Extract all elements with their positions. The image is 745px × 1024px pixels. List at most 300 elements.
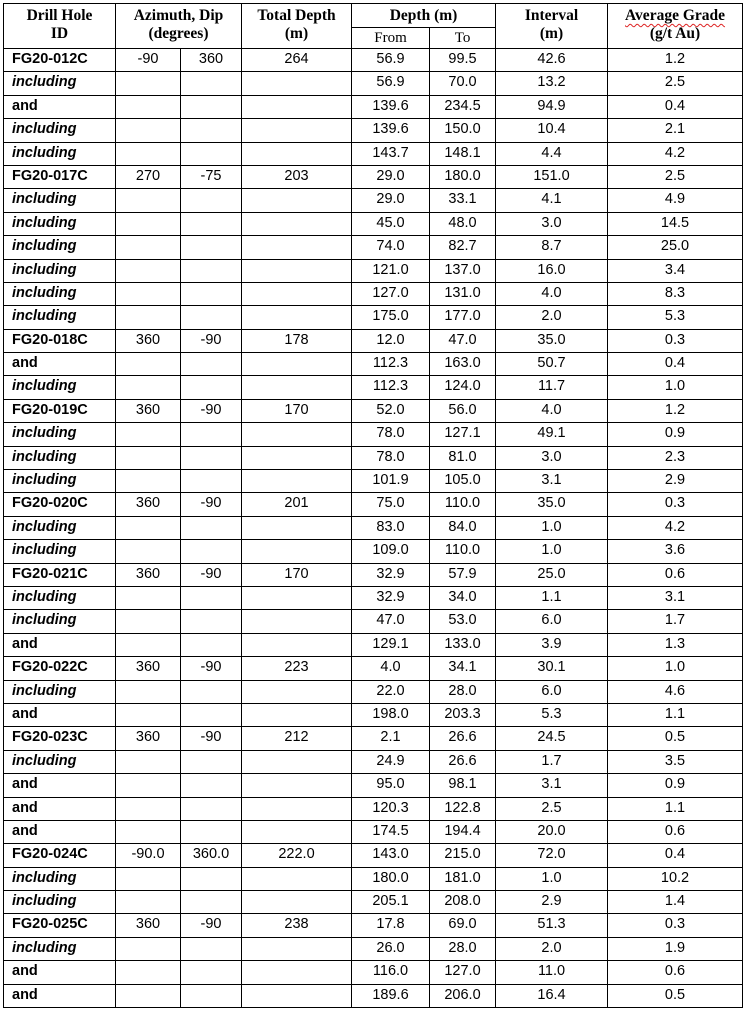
table-row [4, 282, 743, 305]
cell-depth-to: 180.0 [430, 165, 496, 188]
table-row [4, 703, 743, 726]
cell-interval: 2.9 [496, 891, 608, 914]
cell-depth-to: 127.1 [430, 423, 496, 446]
cell-interval: 11.0 [496, 961, 608, 984]
table-row [4, 984, 743, 1007]
cell-azimuth [116, 984, 181, 1007]
cell-total-depth [242, 937, 352, 960]
cell-depth-to: 56.0 [430, 399, 496, 422]
cell-dip [181, 891, 242, 914]
cell-interval-qualifier: and [4, 984, 116, 1007]
cell-azimuth [116, 353, 181, 376]
cell-depth-to: 203.3 [430, 703, 496, 726]
cell-drill-hole-id: FG20-021C [4, 563, 116, 586]
cell-interval: 10.4 [496, 119, 608, 142]
cell-depth-to: 163.0 [430, 353, 496, 376]
cell-depth-from: 112.3 [352, 353, 430, 376]
table-row [4, 329, 743, 352]
table-body [4, 49, 743, 1008]
cell-interval-qualifier: and [4, 703, 116, 726]
cell-depth-to: 234.5 [430, 95, 496, 118]
cell-depth-to: 81.0 [430, 446, 496, 469]
cell-depth-to: 26.6 [430, 750, 496, 773]
cell-interval-qualifier: including [4, 586, 116, 609]
cell-interval: 42.6 [496, 49, 608, 72]
cell-dip: -90 [181, 493, 242, 516]
cell-dip [181, 703, 242, 726]
cell-average-grade: 3.4 [608, 259, 743, 282]
cell-azimuth [116, 282, 181, 305]
header-depth-from: From [352, 28, 430, 49]
table-row [4, 399, 743, 422]
cell-dip: -90 [181, 727, 242, 750]
cell-azimuth [116, 633, 181, 656]
cell-interval-qualifier: including [4, 423, 116, 446]
cell-average-grade: 2.9 [608, 470, 743, 493]
cell-drill-hole-id: FG20-018C [4, 329, 116, 352]
cell-average-grade: 0.4 [608, 95, 743, 118]
cell-interval: 16.4 [496, 984, 608, 1007]
cell-interval-qualifier: including [4, 891, 116, 914]
cell-interval-qualifier: including [4, 212, 116, 235]
cell-interval-qualifier: and [4, 633, 116, 656]
cell-depth-to: 122.8 [430, 797, 496, 820]
cell-total-depth [242, 446, 352, 469]
cell-dip [181, 984, 242, 1007]
cell-azimuth [116, 610, 181, 633]
cell-azimuth [116, 820, 181, 843]
cell-average-grade: 4.9 [608, 189, 743, 212]
cell-drill-hole-id: FG20-019C [4, 399, 116, 422]
table-row [4, 259, 743, 282]
cell-depth-from: 29.0 [352, 165, 430, 188]
cell-interval-qualifier: including [4, 680, 116, 703]
cell-dip [181, 774, 242, 797]
cell-depth-to: 28.0 [430, 937, 496, 960]
cell-azimuth: 360 [116, 727, 181, 750]
cell-depth-from: 189.6 [352, 984, 430, 1007]
table-row [4, 119, 743, 142]
header-azimuth-dip-line1: Azimuth, Dip [133, 7, 224, 24]
cell-dip [181, 142, 242, 165]
cell-depth-to: 110.0 [430, 540, 496, 563]
cell-depth-from: 75.0 [352, 493, 430, 516]
header-interval [496, 4, 608, 49]
cell-azimuth [116, 189, 181, 212]
cell-depth-to: 194.4 [430, 820, 496, 843]
cell-total-depth: 201 [242, 493, 352, 516]
table-row [4, 680, 743, 703]
cell-depth-from: 83.0 [352, 516, 430, 539]
cell-interval: 51.3 [496, 914, 608, 937]
cell-azimuth: 360 [116, 329, 181, 352]
cell-interval: 72.0 [496, 844, 608, 867]
cell-dip [181, 633, 242, 656]
cell-interval-qualifier: including [4, 259, 116, 282]
cell-interval: 49.1 [496, 423, 608, 446]
cell-interval: 24.5 [496, 727, 608, 750]
cell-drill-hole-id: FG20-024C [4, 844, 116, 867]
cell-average-grade: 0.6 [608, 820, 743, 843]
cell-total-depth [242, 470, 352, 493]
cell-interval-qualifier: including [4, 610, 116, 633]
cell-depth-from: 2.1 [352, 727, 430, 750]
cell-depth-from: 12.0 [352, 329, 430, 352]
cell-average-grade: 0.4 [608, 353, 743, 376]
cell-azimuth [116, 586, 181, 609]
cell-dip [181, 750, 242, 773]
table-row [4, 797, 743, 820]
cell-average-grade: 1.0 [608, 657, 743, 680]
cell-depth-to: 47.0 [430, 329, 496, 352]
cell-dip [181, 95, 242, 118]
cell-average-grade: 3.6 [608, 540, 743, 563]
cell-depth-from: 52.0 [352, 399, 430, 422]
cell-interval: 30.1 [496, 657, 608, 680]
cell-dip [181, 212, 242, 235]
cell-interval: 1.1 [496, 586, 608, 609]
cell-average-grade: 2.3 [608, 446, 743, 469]
cell-depth-from: 205.1 [352, 891, 430, 914]
cell-total-depth [242, 423, 352, 446]
table-row [4, 189, 743, 212]
cell-drill-hole-id: FG20-020C [4, 493, 116, 516]
header-total-depth-line1: Total Depth [257, 7, 336, 24]
cell-azimuth [116, 446, 181, 469]
cell-azimuth [116, 680, 181, 703]
cell-interval: 2.0 [496, 306, 608, 329]
cell-azimuth [116, 961, 181, 984]
cell-dip [181, 961, 242, 984]
cell-interval-qualifier: including [4, 867, 116, 890]
cell-dip [181, 470, 242, 493]
cell-azimuth [116, 306, 181, 329]
table-row [4, 610, 743, 633]
cell-depth-to: 181.0 [430, 867, 496, 890]
cell-interval: 4.1 [496, 189, 608, 212]
cell-average-grade: 0.6 [608, 563, 743, 586]
cell-interval: 20.0 [496, 820, 608, 843]
cell-depth-to: 127.0 [430, 961, 496, 984]
cell-depth-to: 70.0 [430, 72, 496, 95]
cell-dip: -90 [181, 563, 242, 586]
cell-average-grade: 25.0 [608, 236, 743, 259]
cell-dip: -90 [181, 399, 242, 422]
table-row [4, 446, 743, 469]
cell-interval-qualifier: and [4, 774, 116, 797]
cell-azimuth [116, 119, 181, 142]
table-row [4, 516, 743, 539]
cell-average-grade: 5.3 [608, 306, 743, 329]
cell-interval-qualifier: including [4, 119, 116, 142]
cell-dip [181, 610, 242, 633]
cell-depth-from: 32.9 [352, 586, 430, 609]
cell-total-depth [242, 142, 352, 165]
cell-interval-qualifier: and [4, 961, 116, 984]
cell-interval: 5.3 [496, 703, 608, 726]
cell-interval: 35.0 [496, 493, 608, 516]
table-row [4, 891, 743, 914]
table-header [4, 4, 743, 49]
table-row [4, 212, 743, 235]
cell-depth-from: 180.0 [352, 867, 430, 890]
cell-interval-qualifier: including [4, 540, 116, 563]
cell-depth-to: 57.9 [430, 563, 496, 586]
cell-depth-from: 175.0 [352, 306, 430, 329]
header-interval-line2: (m) [539, 25, 564, 42]
cell-azimuth: -90 [116, 49, 181, 72]
table-row [4, 657, 743, 680]
cell-average-grade: 4.6 [608, 680, 743, 703]
cell-depth-to: 133.0 [430, 633, 496, 656]
cell-total-depth [242, 867, 352, 890]
cell-average-grade: 1.4 [608, 891, 743, 914]
header-drill-hole-id-line1: Drill Hole [26, 7, 93, 24]
cell-interval-qualifier: and [4, 353, 116, 376]
table-row [4, 750, 743, 773]
cell-azimuth [116, 95, 181, 118]
table-row [4, 914, 743, 937]
cell-total-depth [242, 703, 352, 726]
cell-interval-qualifier: including [4, 516, 116, 539]
cell-dip: -90 [181, 329, 242, 352]
cell-azimuth: 360 [116, 914, 181, 937]
cell-interval-qualifier: and [4, 797, 116, 820]
cell-dip [181, 540, 242, 563]
cell-dip: 360.0 [181, 844, 242, 867]
cell-interval-qualifier: including [4, 376, 116, 399]
cell-dip: -90 [181, 914, 242, 937]
cell-depth-from: 101.9 [352, 470, 430, 493]
cell-depth-from: 121.0 [352, 259, 430, 282]
cell-total-depth [242, 540, 352, 563]
cell-total-depth: 264 [242, 49, 352, 72]
cell-total-depth [242, 961, 352, 984]
cell-dip [181, 189, 242, 212]
cell-azimuth [116, 703, 181, 726]
cell-average-grade: 3.5 [608, 750, 743, 773]
cell-azimuth [116, 540, 181, 563]
cell-total-depth: 212 [242, 727, 352, 750]
cell-total-depth: 170 [242, 563, 352, 586]
header-drill-hole-id-line2: ID [50, 25, 69, 42]
cell-depth-to: 69.0 [430, 914, 496, 937]
cell-dip [181, 867, 242, 890]
drill-results-document [3, 3, 742, 1008]
cell-depth-from: 139.6 [352, 119, 430, 142]
cell-dip [181, 516, 242, 539]
cell-average-grade: 0.3 [608, 914, 743, 937]
cell-interval: 151.0 [496, 165, 608, 188]
cell-average-grade: 0.9 [608, 423, 743, 446]
cell-dip [181, 937, 242, 960]
cell-total-depth [242, 189, 352, 212]
cell-interval: 1.0 [496, 540, 608, 563]
cell-dip [181, 376, 242, 399]
cell-depth-from: 120.3 [352, 797, 430, 820]
cell-depth-from: 95.0 [352, 774, 430, 797]
cell-depth-to: 84.0 [430, 516, 496, 539]
cell-depth-from: 24.9 [352, 750, 430, 773]
cell-azimuth [116, 236, 181, 259]
cell-interval: 2.0 [496, 937, 608, 960]
cell-total-depth [242, 306, 352, 329]
cell-dip [181, 353, 242, 376]
cell-depth-from: 174.5 [352, 820, 430, 843]
cell-depth-to: 124.0 [430, 376, 496, 399]
cell-azimuth: 360 [116, 563, 181, 586]
cell-drill-hole-id: FG20-022C [4, 657, 116, 680]
cell-total-depth: 170 [242, 399, 352, 422]
header-interval-line1: Interval [524, 7, 579, 24]
cell-interval: 1.0 [496, 867, 608, 890]
cell-average-grade: 4.2 [608, 516, 743, 539]
cell-dip: -90 [181, 657, 242, 680]
cell-interval-qualifier: including [4, 236, 116, 259]
cell-depth-to: 105.0 [430, 470, 496, 493]
cell-interval: 6.0 [496, 680, 608, 703]
cell-interval: 11.7 [496, 376, 608, 399]
header-drill-hole-id [4, 4, 116, 49]
cell-azimuth [116, 72, 181, 95]
cell-dip [181, 680, 242, 703]
cell-total-depth [242, 610, 352, 633]
cell-azimuth [116, 470, 181, 493]
cell-depth-to: 26.6 [430, 727, 496, 750]
header-azimuth-dip [116, 4, 242, 49]
table-row [4, 820, 743, 843]
cell-interval-qualifier: including [4, 72, 116, 95]
cell-total-depth [242, 119, 352, 142]
cell-depth-to: 34.1 [430, 657, 496, 680]
cell-depth-from: 109.0 [352, 540, 430, 563]
cell-total-depth [242, 376, 352, 399]
header-average-grade-line2: (g/t Au) [649, 25, 701, 42]
table-row [4, 142, 743, 165]
header-average-grade-line1: Average Grade [625, 7, 726, 24]
table-row [4, 586, 743, 609]
cell-total-depth [242, 212, 352, 235]
cell-drill-hole-id: FG20-012C [4, 49, 116, 72]
cell-average-grade: 0.5 [608, 984, 743, 1007]
cell-depth-from: 78.0 [352, 446, 430, 469]
cell-interval-qualifier: and [4, 820, 116, 843]
header-depth: Depth (m) [352, 4, 496, 28]
cell-depth-to: 131.0 [430, 282, 496, 305]
cell-total-depth: 203 [242, 165, 352, 188]
cell-average-grade: 1.7 [608, 610, 743, 633]
cell-depth-to: 150.0 [430, 119, 496, 142]
cell-interval-qualifier: including [4, 446, 116, 469]
cell-total-depth [242, 797, 352, 820]
cell-depth-to: 137.0 [430, 259, 496, 282]
cell-azimuth: 360 [116, 399, 181, 422]
cell-dip [181, 306, 242, 329]
table-row [4, 563, 743, 586]
cell-depth-from: 143.0 [352, 844, 430, 867]
cell-depth-to: 177.0 [430, 306, 496, 329]
cell-depth-to: 206.0 [430, 984, 496, 1007]
cell-interval-qualifier: including [4, 142, 116, 165]
cell-azimuth: 360 [116, 657, 181, 680]
cell-interval: 6.0 [496, 610, 608, 633]
table-row [4, 844, 743, 867]
cell-total-depth [242, 282, 352, 305]
cell-total-depth [242, 72, 352, 95]
cell-azimuth [116, 142, 181, 165]
cell-depth-from: 29.0 [352, 189, 430, 212]
cell-average-grade: 1.1 [608, 797, 743, 820]
table-row [4, 49, 743, 72]
table-row [4, 423, 743, 446]
table-row [4, 727, 743, 750]
cell-dip [181, 797, 242, 820]
cell-interval: 2.5 [496, 797, 608, 820]
header-total-depth-line2: (m) [284, 25, 309, 42]
cell-depth-from: 198.0 [352, 703, 430, 726]
cell-average-grade: 0.4 [608, 844, 743, 867]
cell-dip [181, 586, 242, 609]
cell-interval: 4.0 [496, 282, 608, 305]
cell-depth-from: 78.0 [352, 423, 430, 446]
cell-dip [181, 820, 242, 843]
cell-depth-from: 32.9 [352, 563, 430, 586]
cell-total-depth [242, 353, 352, 376]
cell-interval-qualifier: and [4, 95, 116, 118]
cell-total-depth [242, 95, 352, 118]
table-row [4, 376, 743, 399]
cell-depth-to: 82.7 [430, 236, 496, 259]
table-row [4, 165, 743, 188]
cell-depth-to: 148.1 [430, 142, 496, 165]
table-row [4, 306, 743, 329]
cell-drill-hole-id: FG20-025C [4, 914, 116, 937]
cell-interval: 3.1 [496, 774, 608, 797]
cell-average-grade: 3.1 [608, 586, 743, 609]
cell-dip: 360 [181, 49, 242, 72]
cell-total-depth [242, 633, 352, 656]
cell-azimuth [116, 750, 181, 773]
cell-total-depth [242, 516, 352, 539]
table-row [4, 540, 743, 563]
cell-drill-hole-id: FG20-023C [4, 727, 116, 750]
cell-dip: -75 [181, 165, 242, 188]
cell-interval-qualifier: including [4, 937, 116, 960]
cell-azimuth [116, 797, 181, 820]
header-azimuth-dip-line2: (degrees) [148, 25, 209, 42]
cell-depth-to: 28.0 [430, 680, 496, 703]
cell-azimuth [116, 867, 181, 890]
cell-azimuth [116, 212, 181, 235]
table-row [4, 867, 743, 890]
cell-depth-to: 208.0 [430, 891, 496, 914]
cell-interval: 3.0 [496, 212, 608, 235]
cell-depth-from: 143.7 [352, 142, 430, 165]
cell-azimuth: 360 [116, 493, 181, 516]
cell-interval: 3.9 [496, 633, 608, 656]
cell-depth-to: 215.0 [430, 844, 496, 867]
cell-depth-from: 56.9 [352, 72, 430, 95]
header-average-grade [608, 4, 743, 49]
cell-depth-to: 33.1 [430, 189, 496, 212]
table-row [4, 633, 743, 656]
cell-dip [181, 72, 242, 95]
cell-depth-from: 127.0 [352, 282, 430, 305]
cell-average-grade: 2.5 [608, 72, 743, 95]
cell-azimuth [116, 774, 181, 797]
cell-interval: 1.0 [496, 516, 608, 539]
cell-dip [181, 236, 242, 259]
